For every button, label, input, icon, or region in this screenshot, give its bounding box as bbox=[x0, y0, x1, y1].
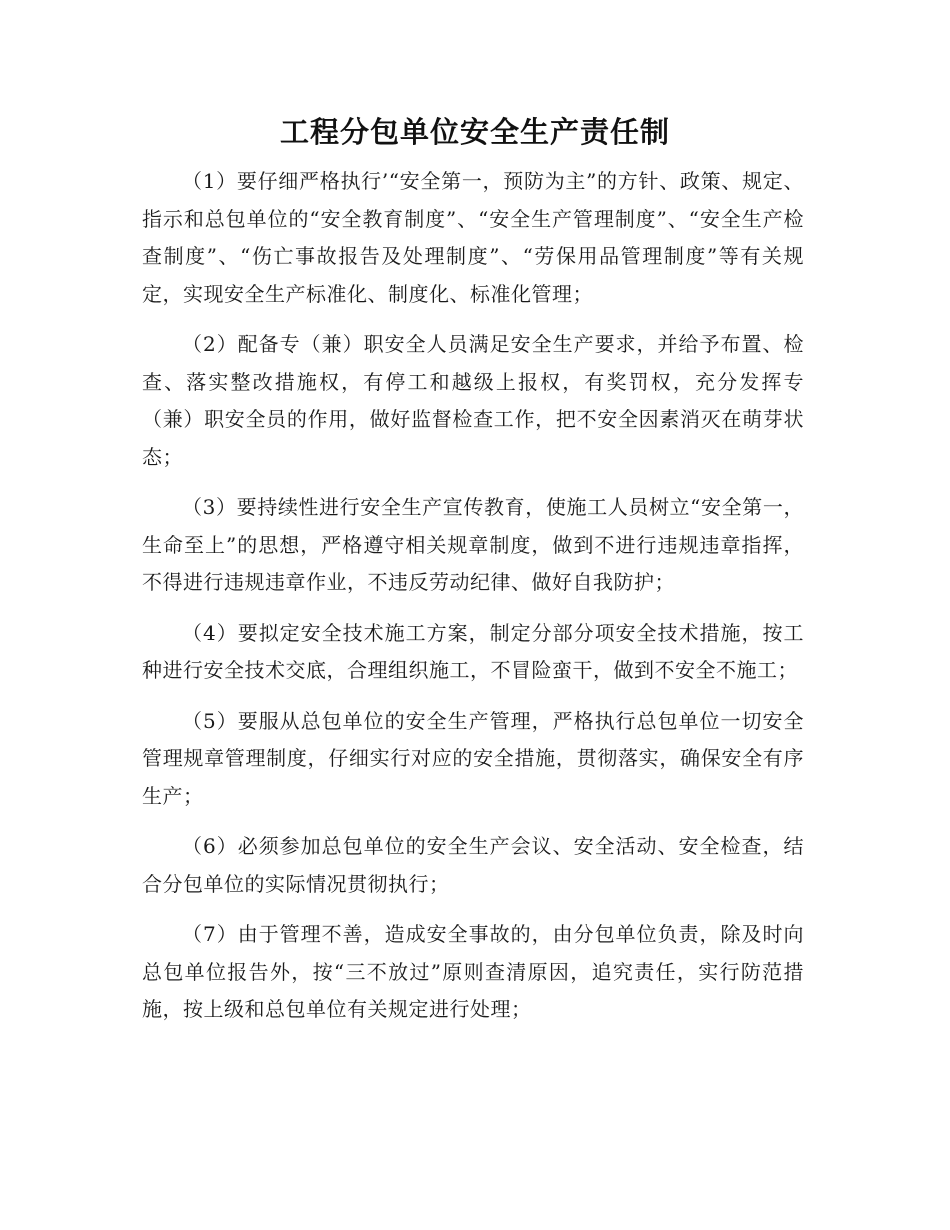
paragraph-6: （6）必须参加总包单位的安全生产会议、安全活动、安全检查，结合分包单位的实际情况贯彻执行； bbox=[142, 834, 804, 896]
paragraph-7: （7）由于管理不善，造成安全事故的，由分包单位负责，除及时向总包单位报告外，按“三不放过”原则查清原因，追究责任，实行防范措施，按上级和总包单位有关规定进行处理； bbox=[142, 922, 804, 1021]
paragraph-5: （5）要服从总包单位的安全生产管理，严格执行总包单位一切安全管理规章管理制度，仔细实行对应的安全措施，贯彻落实，确保安全有序生产； bbox=[142, 708, 804, 808]
paragraph-1: （1）要仔细严格执行’“安全第一，预防为主”的方针、政策、规定、指示和总包单位的“安全教育制度”、“安全生产管理制度”、“安全生产检查制度”、“伤亡事故报告及处理制度”、“劳保用品管理制度”等有关规定，实现安全生产标准化、制度化、标准化管理； bbox=[142, 169, 804, 306]
page-title: 工程分包单位安全生产责任制 bbox=[279, 115, 670, 149]
paragraph-3: （3）要持续性进行安全生产宣传教育，使施工人员树立“安全第一，生命至上”的思想，严格遵守相关规章制度，做到不进行违规违章指挥，不得进行违规违章作业，不违反劳动纪律、做好自我防护； bbox=[142, 495, 804, 594]
paragraph-4: （4）要拟定安全技术施工方案，制定分部分项安全技术措施，按工种进行安全技术交底，合理组织施工，不冒险蛮干，做到不安全不施工； bbox=[142, 620, 804, 682]
document-body bbox=[142, 163, 804, 1042]
paragraph-2: （2）配备专（兼）职安全人员满足安全生产要求，并给予布置、检查、落实整改措施权，有停工和越级上报权，有奖罚权，充分发挥专（兼）职安全员的作用，做好监督检查工作，把不安全因素消灭在萌芽状态； bbox=[142, 332, 804, 469]
